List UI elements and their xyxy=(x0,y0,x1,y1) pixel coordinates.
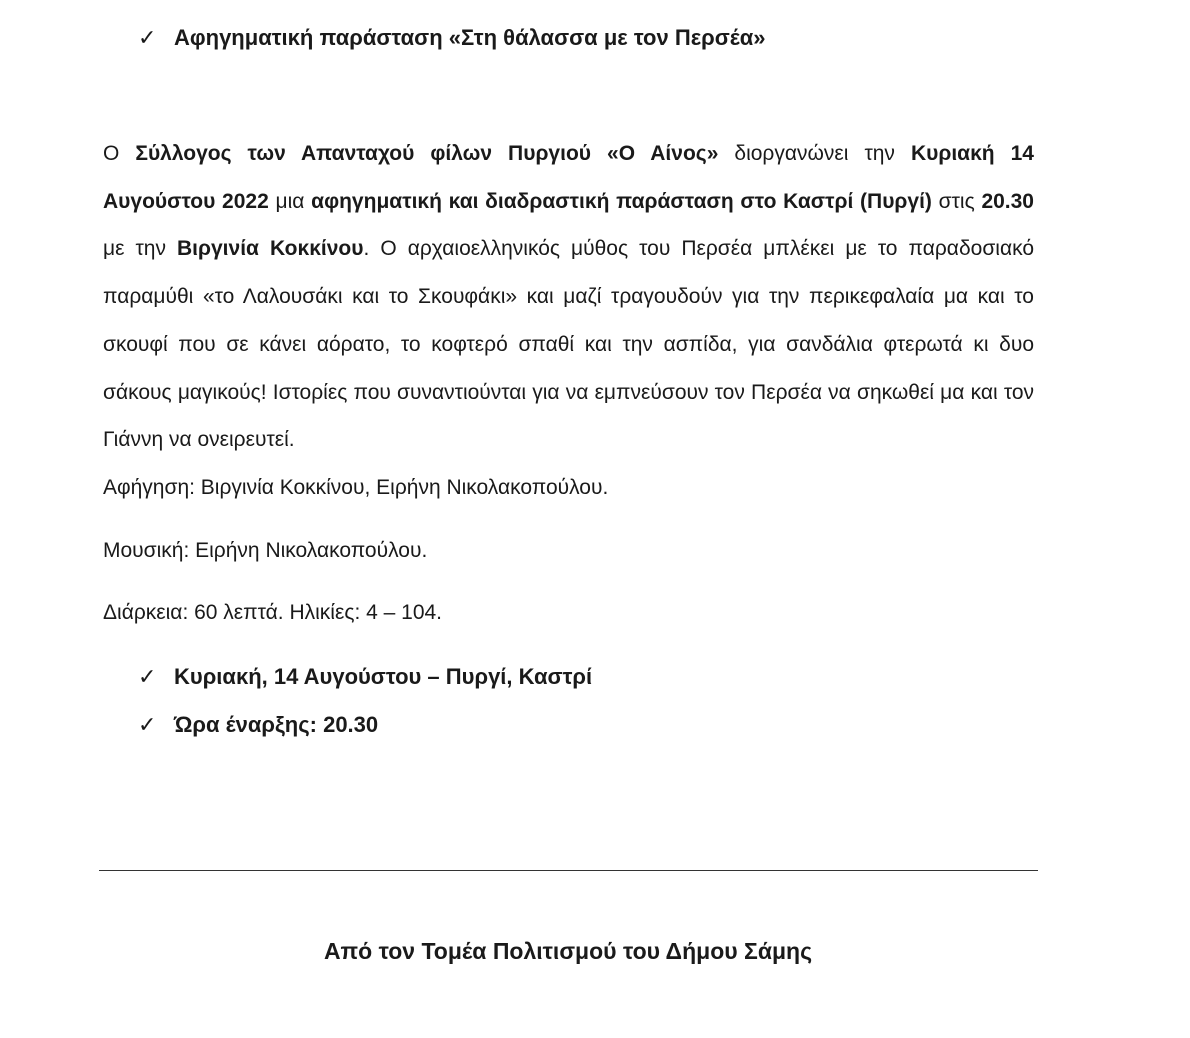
horizontal-divider xyxy=(99,870,1038,871)
bullet-item-start-time xyxy=(138,711,378,739)
text-run: μια xyxy=(268,189,312,213)
event-type: αφηγηματική και διαδραστική παράσταση στο Καστρί (Πυργί) xyxy=(311,189,932,213)
narration-credit: Αφήγηση: Βιργινία Κοκκίνου, Ειρήνη Νικολακοπούλου. xyxy=(103,475,609,499)
music-credit: Μουσική: Ειρήνη Νικολακοπούλου. xyxy=(103,539,428,562)
footer-title: Από τον Τομέα Πολιτισμού του Δήμου Σάμης xyxy=(323,938,813,964)
bullet-text: Ώρα έναρξης: 20.30 xyxy=(174,712,379,737)
event-time: 20.30 xyxy=(981,189,1034,213)
duration-info: Διάρκεια: 60 λεπτά. Ηλικίες: 4 – 104. xyxy=(103,601,443,624)
text-run: διοργανώνει την xyxy=(718,142,911,165)
checkmark-icon: ✓ xyxy=(138,712,157,737)
bullet-item-date-location xyxy=(138,663,592,691)
bullet-text: Αφηγηματική παράσταση «Στη θάλασσα με τον Περσέα» xyxy=(174,25,766,50)
performer-name: Βιργινία Κοκκίνου xyxy=(177,237,364,261)
text-run: με την xyxy=(103,237,178,261)
text-run: Ο xyxy=(103,142,136,165)
text-run: . Ο αρχαιοελληνικός μύθος του Περσέα μπλέκει με το παραδοσιακό παραμύθι «το Λαλουσάκι και το Σκουφάκι» και μαζί τραγουδούν για την περικεφαλαία μα και το σκουφί που σε κάνει αόρατο, το κοφτερό σπαθί και την ασπίδα, για σανδάλια φτερωτά κι δυο σάκους μαγικούς! Ιστορίες που συναντιούνται για να εμπνεύσουν τον Περσέα να σηκωθεί μα και τον Γιάννη να ονειρευτεί. xyxy=(103,237,1035,452)
organizer-name: Σύλλογος των Απανταχού φίλων Πυργιού «Ο Αίνος» xyxy=(135,142,719,165)
checkmark-icon: ✓ xyxy=(138,25,157,50)
event-description-paragraph xyxy=(103,130,1034,512)
event-date: Κυριακή 14 Αυγούστου 2022 xyxy=(103,142,1034,213)
bullet-item-performance xyxy=(138,24,766,52)
text-run: στις xyxy=(931,189,982,213)
bullet-text: Κυριακή, 14 Αυγούστου – Πυργί, Καστρί xyxy=(174,664,593,689)
checkmark-icon: ✓ xyxy=(138,664,157,689)
